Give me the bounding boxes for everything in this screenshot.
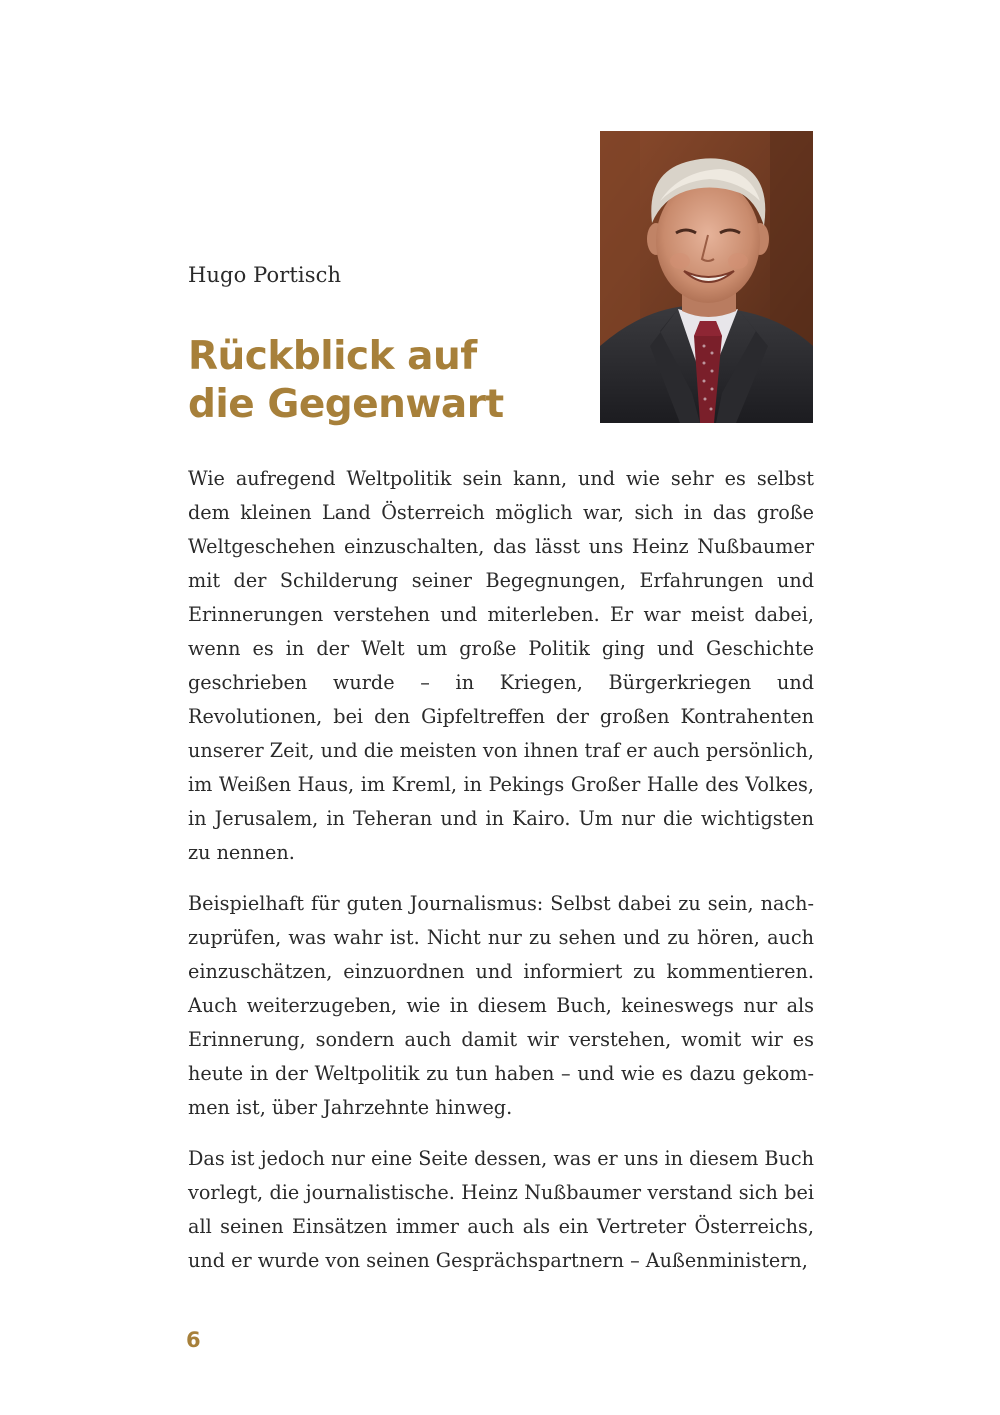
paragraph-3: Das ist jedoch nur eine Seite dessen, was er uns in diesem Buch vorlegt, die journalistische. Heinz Nußbaumer verstand sich bei all seinen Einsätzen immer auch als ein Vertreter Österreichs, und er wurde von seinen Gesprächspartnern – Außenministern,: [188, 1147, 814, 1272]
body-text: [188, 462, 814, 1295]
chapter-title-line-1: Rückblick auf: [188, 334, 477, 379]
paragraph-1: Wie aufregend Weltpolitik sein kann, und wie sehr es selbst dem kleinen Land Österreich möglich war, sich in das große Weltgeschehen einzuschalten, das lässt uns Heinz Nußbaumer mit der Schilderung seiner Begegnungen, Erfahrungen und Erinnerungen verstehen und miterleben. Er war meist dabei, wenn es in der Welt um große Politik ging und Geschichte geschrieben wurde – in Kriegen, Bürgerkriegen und Revolutionen, bei den Gipfeltreffen der großen Kontrahenten unserer Zeit, und die meisten von ihnen traf er auch persönlich, im Weißen Haus, im Kreml, in Pekings Großer Halle des Volkes, in Jerusalem, in Teheran und in Kairo. Um nur die wichtigsten zu nennen.: [188, 467, 814, 864]
paragraph-2: Beispielhaft für guten Journalismus: Selbst dabei zu sein, nachzuprüfen, was wahr ist. Nicht nur zu sehen und zu hören, auch einzuschätzen, einzuordnen und informiert zu kommentieren. Auch weiterzugeben, wie in diesem Buch, keineswegs nur als Erinnerung, sondern auch damit wir verstehen, womit wir es heute in der Weltpolitik zu tun haben – und wie es dazu gekommen ist, über Jahrzehnte hinweg.: [188, 892, 814, 1119]
author-name: Hugo Portisch: [188, 263, 342, 287]
author-portrait-photo: [600, 131, 813, 423]
page-number: 6: [186, 1328, 201, 1352]
chapter-title: [188, 333, 504, 429]
chapter-title-line-2: die Gegenwart: [188, 382, 504, 427]
